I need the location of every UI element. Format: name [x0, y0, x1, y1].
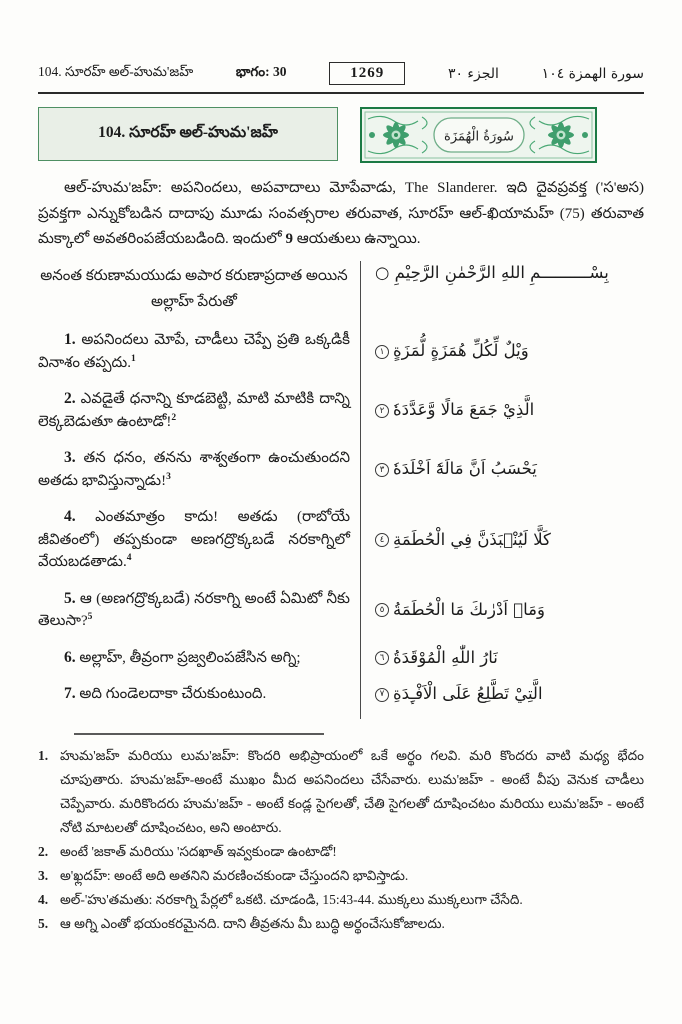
footnote-separator-rule: [74, 733, 324, 735]
header-part-label: భాగం: 30: [235, 64, 287, 79]
footnote-number: 5.: [38, 915, 49, 931]
verse-text: తన ధనం, తనను శాశ్వతంగా ఉంచుతుందని అతడు భావిస్తున్నాడు!: [38, 450, 351, 489]
intro-text-after: ఆయతులు ఉన్నాయి.: [292, 231, 421, 247]
verse-number: 2.: [64, 390, 76, 407]
banner-ornament-graphic: [360, 107, 597, 163]
footnote-ref: 1: [131, 353, 136, 364]
ayah-end-marker: ٦: [375, 651, 389, 665]
footnote-ref: 3: [166, 471, 171, 482]
verse-4-telugu: [38, 505, 360, 587]
verse-text: ఎంతమాత్రం కాదు! అతడు (రాబోయే జీవితంలో) తప్పకుండా అణగద్రొక్కబడే నరకాగ్నిలో వేయబడతాడు.: [38, 509, 350, 570]
verse-1-arabic: [360, 328, 644, 387]
verse-number: 5.: [64, 589, 76, 607]
bismillah-arabic-text: بِسْــــــــــمِ اللهِ الرَّحْمٰنِ الرَّحِيْمِ ○: [375, 262, 609, 282]
verse-3-telugu: [38, 446, 360, 505]
header-surah-title-telugu: 104. సూరహ్ అల్-హుమ'జహ్: [38, 64, 194, 79]
footnote-item: [38, 864, 644, 888]
bismillah-arabic: [360, 261, 644, 329]
footnote-text: హుమ'జహ్ మరియు లుమ'జహ్: కొందరి అభిప్రాయంలో ఒకే అర్థం గలవి. మరి కొందరు వాటి మధ్య భేదం చూపుతారు. హుమ'జహ్-అంటే ముఖం మీద అపనిందలు చేసేవారు. లుమ'జహ్ - అంటే వీపు వెనుక చాడీలు చెప్పేవారు. మరికొందరు హుమ'జహ్ - అంటే కండ్ల సైగలతో, చేతి సైగలతో దూషించటం మరియు లుమ'జహ్ - అంటే నోటి మాటలతో దూషించటం, అని అంటారు.: [60, 747, 644, 835]
arabic-verse-text: وَمَاۤ اَدْرٰىكَ مَا الْحُطَمَةُ: [393, 599, 545, 619]
arabic-verse-text: نَارُ اللّٰهِ الْمُوْقَدَةُ: [393, 647, 498, 667]
verse-text: అది గుండెలదాకా చేరుకుంటుంది.: [79, 686, 267, 702]
footnote-number: 3.: [38, 867, 49, 883]
header-divider-rule: [38, 92, 644, 94]
footnote-text: ఆ అగ్ని ఎంతో భయంకరమైనది. దాని తీవ్రతను మీ బుద్ధి అర్థంచేసుకోజాలదు.: [60, 915, 445, 931]
footnote-item: [38, 888, 644, 912]
flower-medallion-right: [548, 122, 574, 148]
footnote-text: అ'ఖ్లదహ్: అంటే అది అతనిని మరణించకుండా చేస్తుందని భావిస్తాడు.: [60, 867, 409, 883]
ayah-end-marker: ٢: [375, 404, 389, 418]
verse-5-telugu: [38, 587, 360, 646]
bismillah-telugu: అనంత కరుణామయుడు అపార కరుణాప్రదాత అయిన అల్లాహ్ పేరుతో: [40, 267, 348, 310]
title-row: [38, 107, 644, 163]
footnote-item: [38, 840, 644, 864]
footnote-number: 1.: [38, 747, 49, 763]
ayah-end-marker: ٥: [375, 603, 389, 617]
verse-5-arabic: [360, 587, 644, 646]
verse-7-arabic: [360, 682, 644, 719]
ayah-end-marker: ١: [375, 345, 389, 359]
footnote-text: అల్-'హు'తమతు: నరకాగ్ని పేర్లలో ఒకటి. చూడండి, 15:43-44. ముక్కలు ముక్కలుగా చేసేది.: [60, 891, 523, 907]
footnote-ref: 5: [87, 612, 93, 622]
banner-arabic-calligraphy-text: سُورَةُ الْهُمَزَة: [444, 129, 514, 145]
footnote-text: అంటే 'జకాత్ మరియు 'సదఖాత్ ఇవ్వకుండా ఉంటాడో!: [60, 843, 337, 859]
verse-number: 1.: [64, 331, 76, 348]
intro-text-before: ఆల్-హుమ'జహ్: అపనిందలు, అపవాదాలు మోపేవాడు, The Slanderer. ఇది దైవప్రవక్త ('స'అస) ప్రవక్తగా ఎన్నుకోబడిన దాదాపు మూడు సంవత్సరాల తరువాత, సూరహ్ ఆల్-ఖియామహ్ (75) తరువాత మక్కాలో అవతరింపజేయబడింది. ఇందులో: [38, 180, 644, 247]
footnotes-section: [38, 744, 644, 936]
verse-7-telugu: [38, 682, 360, 719]
intro-paragraph: [38, 176, 644, 253]
flower-medallion-left: [383, 122, 409, 148]
arabic-verse-text: وَيْلٌ لِّكُلِّ هُمَزَةٍ لُّمَزَةٍ: [393, 341, 529, 361]
ayah-end-marker: ٤: [375, 533, 389, 547]
verse-number: 4.: [64, 508, 76, 525]
arabic-verse-text: كَلَّا لَيُنْۢبَذَنَّ فِي الْحُطَمَةِ: [393, 529, 551, 549]
verses-section: [38, 261, 644, 719]
verse-4-arabic: [360, 505, 644, 587]
footnote-item: [38, 912, 644, 936]
verse-6-telugu: [38, 646, 360, 683]
verse-text: అల్లాహ్, తీవ్రంగా ప్రజ్వలింపజేసిన అగ్ని;: [79, 649, 301, 666]
surah-calligraphy-banner: [360, 107, 644, 163]
header-surah-title-arabic: سورة الهمزة ١٠٤: [541, 65, 644, 82]
footnote-number: 2.: [38, 843, 49, 859]
verse-text: ఎవడైతే ధనాన్ని కూడబెట్టి, మాటి మాటికి దాన్ని లెక్కబెడుతూ ఉంటాడో!: [38, 391, 350, 430]
verse-2-arabic: [360, 387, 644, 446]
footnote-number: 4.: [38, 891, 49, 907]
verse-number: 6.: [64, 648, 76, 666]
verse-6-arabic: [360, 646, 644, 683]
page-number: 1269: [329, 62, 405, 85]
footnote-item: [38, 744, 644, 840]
footnote-ref: 2: [171, 412, 177, 423]
verse-1-telugu: [38, 328, 360, 387]
arabic-verse-text: الَّذِيْ جَمَعَ مَالًا وَّعَدَّدَهٗ: [393, 400, 535, 420]
ayah-end-marker: ٧: [375, 688, 389, 702]
verse-3-arabic: [360, 446, 644, 505]
ayah-end-marker: ٣: [375, 463, 389, 477]
verse-text: అపనిందలు మోపే, చాడీలు చెప్పే ప్రతి ఒక్కడికీ వినాశం తప్పదు.: [38, 332, 350, 371]
footnote-ref: 4: [126, 553, 132, 563]
verse-2-telugu: [38, 387, 360, 446]
surah-title-box: 104. సూరహ్ అల్-హుమ'జహ్: [38, 107, 338, 161]
header-juz-arabic: الجزء ٣٠: [447, 65, 499, 82]
arabic-verse-text: الَّتِيْ تَطَّلِعُ عَلَى الْاَفْـِٕدَةِ: [393, 684, 543, 704]
verse-number: 3.: [64, 449, 76, 466]
intro-ayah-count: 9: [285, 231, 293, 247]
arabic-verse-text: يَحْسَبُ اَنَّ مَالَهٗٓ اَخْلَدَهٗ: [393, 459, 537, 479]
running-header: [38, 62, 644, 85]
verse-text: ఆ (అణగద్రొక్కబడే) నరకాగ్ని అంటే ఏమిటో నీకు తెలుసా?: [38, 590, 351, 629]
verse-number: 7.: [64, 685, 76, 702]
